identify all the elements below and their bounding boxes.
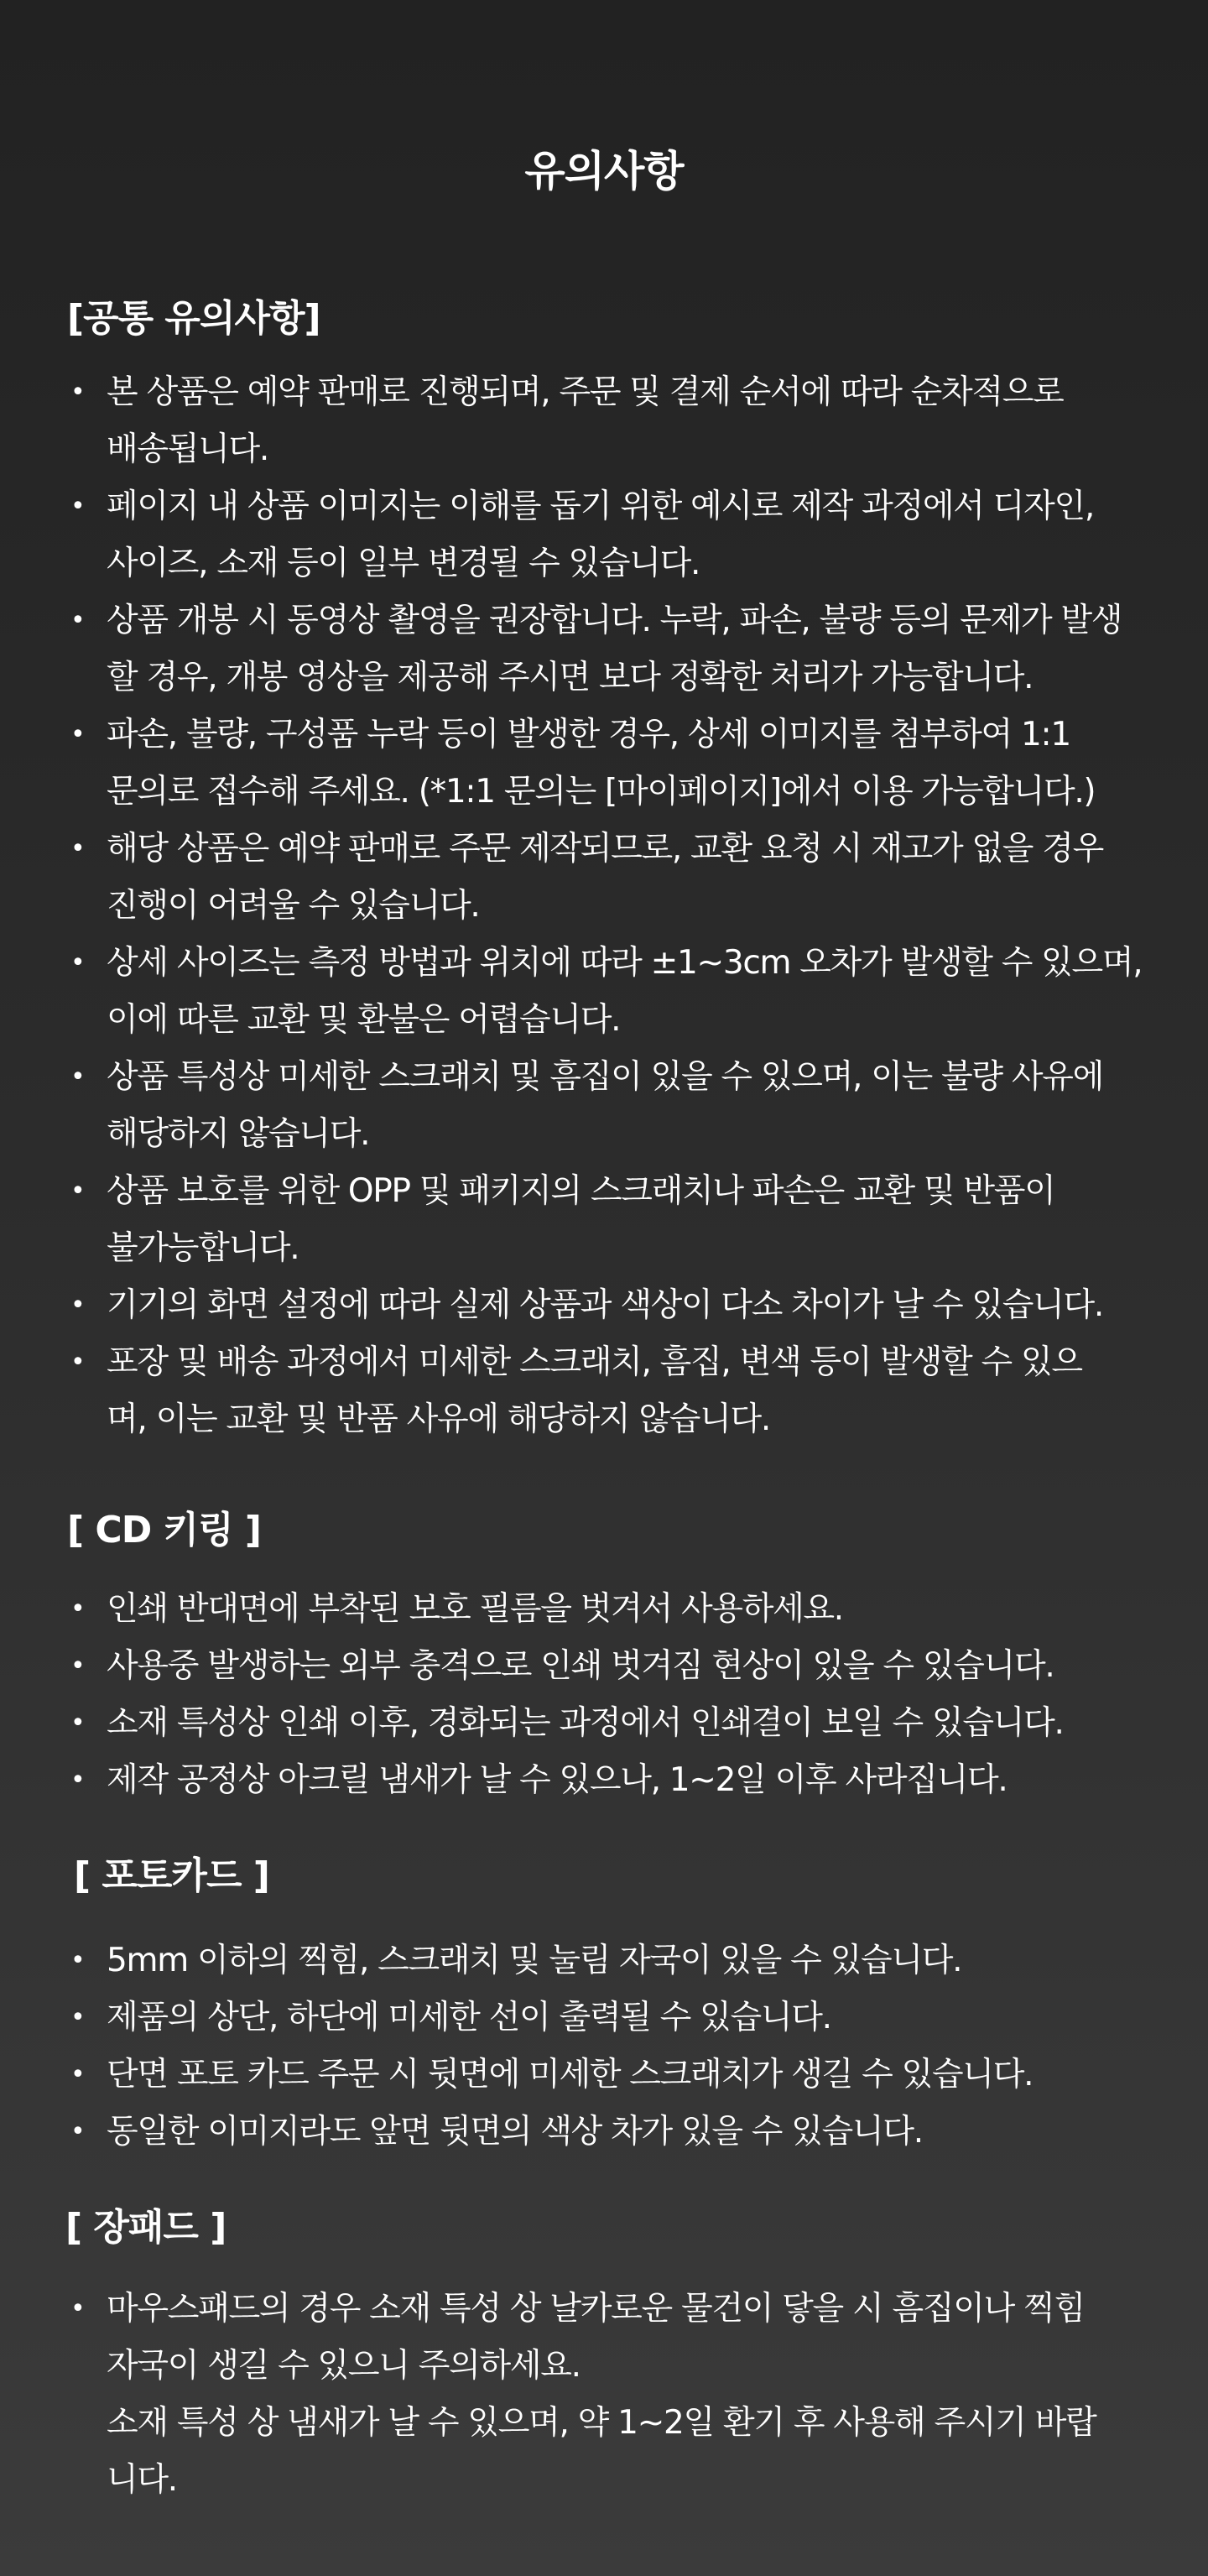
list-item xyxy=(0,1049,1208,1163)
list-item xyxy=(0,707,1208,821)
bullet-icon: • xyxy=(70,720,85,749)
list-item xyxy=(0,1581,1208,1638)
list-item xyxy=(0,1334,1208,1448)
list-item-text: 니다. xyxy=(107,2461,177,2499)
notes-list-common xyxy=(0,364,1208,1448)
bullet-icon: • xyxy=(70,1176,85,1206)
list-item-text: 상품 특성상 미세한 스크래치 및 흠집이 있을 수 있으며, 이는 불량 사유에 xyxy=(107,1058,1104,1096)
list-item xyxy=(0,1695,1208,1752)
list-item-text: 기기의 화면 설정에 따라 실제 상품과 색상이 다소 차이가 날 수 있습니다. xyxy=(107,1286,1104,1324)
list-item xyxy=(0,1989,1208,2047)
list-item xyxy=(0,2104,1208,2161)
list-item-text: 페이지 내 상품 이미지는 이해를 돕기 위한 예시로 제작 과정에서 디자인, xyxy=(107,488,1094,525)
list-item xyxy=(0,1163,1208,1277)
list-item-text: 진행이 어려울 수 있습니다. xyxy=(107,887,480,925)
bullet-icon: • xyxy=(70,378,85,407)
bullet-icon: • xyxy=(70,606,85,635)
list-item xyxy=(0,1638,1208,1695)
list-item xyxy=(0,2047,1208,2104)
list-item-text: 상품 보호를 위한 OPP 및 패키지의 스크래치나 파손은 교환 및 반품이 xyxy=(107,1172,1055,1210)
list-item-text: 이에 따른 교환 및 환불은 어렵습니다. xyxy=(107,1001,621,1039)
bullet-icon: • xyxy=(70,1946,85,1975)
list-item xyxy=(0,592,1208,707)
bullet-icon: • xyxy=(70,948,85,978)
list-item-text: 인쇄 반대면에 부착된 보호 필름을 벗겨서 사용하세요. xyxy=(107,1590,843,1628)
list-item-text: 불가능합니다. xyxy=(107,1229,299,1267)
list-item xyxy=(0,364,1208,478)
bullet-icon: • xyxy=(70,834,85,863)
list-item xyxy=(0,935,1208,1049)
list-item xyxy=(0,1932,1208,1989)
list-item-text: 할 경우, 개봉 영상을 제공해 주시면 보다 정확한 처리가 가능합니다. xyxy=(107,659,1034,696)
list-item-text: 자국이 생길 수 있으니 주의하세요. xyxy=(107,2347,581,2385)
section-heading-mousepad: [ 장패드 ] xyxy=(65,2206,226,2249)
bullet-icon: • xyxy=(70,1708,85,1738)
list-item xyxy=(0,1277,1208,1334)
list-item-text: 파손, 불량, 구성품 누락 등이 발생한 경우, 상세 이미지를 첨부하여 1:1 xyxy=(107,716,1070,754)
list-item xyxy=(0,2281,1208,2509)
bullet-icon: • xyxy=(70,1291,85,1320)
list-item-text: 마우스패드의 경우 소재 특성 상 날카로운 물건이 닿을 시 흠집이나 찍힘 xyxy=(107,2290,1085,2328)
bullet-icon: • xyxy=(70,1594,85,1624)
list-item-text: 소재 특성상 인쇄 이후, 경화되는 과정에서 인쇄결이 보일 수 있습니다. xyxy=(107,1704,1064,1742)
list-item-text: 포장 및 배송 과정에서 미세한 스크래치, 흠집, 변색 등이 발생할 수 있으 xyxy=(107,1343,1082,1381)
list-item xyxy=(0,1752,1208,1809)
notes-list-photocard xyxy=(0,1932,1208,2161)
list-item-text: 소재 특성 상 냄새가 날 수 있으며, 약 1~2일 환기 후 사용해 주시기 바랍 xyxy=(107,2404,1096,2442)
list-item xyxy=(0,478,1208,592)
bullet-icon: • xyxy=(70,2294,85,2323)
bullet-icon: • xyxy=(70,1651,85,1681)
section-heading-cd-keyring: [ CD 키링 ] xyxy=(67,1509,261,1551)
list-item-text: 본 상품은 예약 판매로 진행되며, 주문 및 결제 순서에 따라 순차적으로 xyxy=(107,373,1064,411)
bullet-icon: • xyxy=(70,2003,85,2032)
bullet-icon: • xyxy=(70,1348,85,1377)
bullet-icon: • xyxy=(70,492,85,521)
list-item-text: 제품의 상단, 하단에 미세한 선이 출력될 수 있습니다. xyxy=(107,1999,831,2036)
list-item-text: 며, 이는 교환 및 반품 사유에 해당하지 않습니다. xyxy=(107,1400,770,1438)
list-item-text: 단면 포토 카드 주문 시 뒷면에 미세한 스크래치가 생길 수 있습니다. xyxy=(107,2056,1034,2094)
list-item-text: 상세 사이즈는 측정 방법과 위치에 따라 ±1~3cm 오차가 발생할 수 있으며, xyxy=(107,944,1143,982)
list-item-text: 상품 개봉 시 동영상 촬영을 권장합니다. 누락, 파손, 불량 등의 문제가 발생 xyxy=(107,602,1122,639)
bullet-icon: • xyxy=(70,1765,85,1795)
list-item-text: 해당 상품은 예약 판매로 주문 제작되므로, 교환 요청 시 재고가 없을 경우 xyxy=(107,830,1104,868)
list-item-text: 문의로 접수해 주세요. (*1:1 문의는 [마이페이지]에서 이용 가능합니다.) xyxy=(107,773,1096,811)
bullet-icon: • xyxy=(70,2060,85,2089)
page-title: 유의사항 xyxy=(524,147,684,196)
list-item-text: 동일한 이미지라도 앞면 뒷면의 색상 차가 있을 수 있습니다. xyxy=(107,2113,923,2151)
list-item-text: 해당하지 않습니다. xyxy=(107,1115,370,1153)
bullet-icon: • xyxy=(70,1062,85,1092)
section-heading-common: [공통 유의사항] xyxy=(67,297,320,340)
bullet-icon: • xyxy=(70,2117,85,2146)
list-item xyxy=(0,821,1208,935)
section-heading-photocard: [ 포토카드 ] xyxy=(74,1854,269,1897)
list-item-text: 배송됩니다. xyxy=(107,430,268,468)
list-item-text: 사용중 발생하는 외부 충격으로 인쇄 벗겨짐 현상이 있을 수 있습니다. xyxy=(107,1647,1054,1685)
notes-list-mousepad xyxy=(0,2281,1208,2509)
notes-list-cd-keyring xyxy=(0,1581,1208,1809)
list-item-text: 사이즈, 소재 등이 일부 변경될 수 있습니다. xyxy=(107,545,700,582)
list-item-text: 제작 공정상 아크릴 냄새가 날 수 있으나, 1~2일 이후 사라집니다. xyxy=(107,1761,1008,1799)
list-item-text: 5mm 이하의 찍힘, 스크래치 및 눌림 자국이 있을 수 있습니다. xyxy=(107,1942,962,1979)
